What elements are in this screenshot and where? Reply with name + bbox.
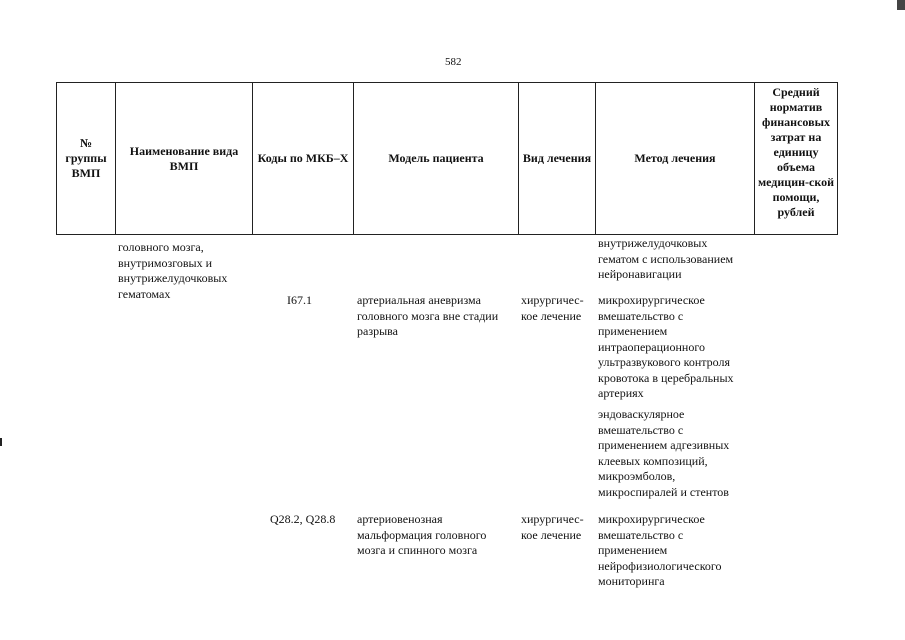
method-continued: внутрижелудочковых гематом с использованием нейронавигации: [598, 236, 734, 281]
header-group-number: № группы ВМП: [57, 83, 116, 235]
method-endovascular: эндоваскулярное вмешательство с применением адгезивных клеевых композиций, микроэмболов, микроспиралей и стентов: [598, 407, 730, 499]
header-average-cost: Средний норматив финансовых затрат на единицу объема медицин-ской помощи, рублей: [755, 83, 838, 235]
method-microsurgical-neuromonitoring: микрохирургическое вмешательство с применением нейрофизиологического мониторинга: [598, 512, 722, 588]
icd-code-i67-1: I67.1: [287, 293, 312, 307]
method-microsurgical-ultrasound: микрохирургическое вмешательство с применением интраоперационного ультразвукового контроля кровотока в церебральных артериях: [598, 293, 734, 400]
patient-model-aneurysm: артериальная аневризма головного мозга вне стадии разрыва: [357, 293, 499, 338]
header-treatment-type: Вид лечения: [519, 83, 596, 235]
page-number: 582: [445, 56, 462, 68]
header-vmp-name: Наименование вида ВМП: [116, 83, 253, 235]
table-header: [56, 82, 838, 235]
icd-code-q28: Q28.2, Q28.8: [270, 512, 336, 526]
patient-model-avm: артериовенозная мальформация головного мозга и спинного мозга: [357, 512, 487, 557]
header-treatment-method: Метод лечения: [596, 83, 755, 235]
vmp-name-continued: головного мозга, внутримозговых и внутрижелудочковых гематомах: [118, 240, 228, 301]
scan-corner-mark: [897, 0, 905, 10]
treatment-type-surgical-1: хирургичес-кое лечение: [521, 293, 584, 323]
header-patient-model: Модель пациента: [354, 83, 519, 235]
scan-edge-mark: [0, 438, 2, 446]
treatment-type-surgical-2: хирургичес-кое лечение: [521, 512, 584, 542]
header-icd-codes: Коды по МКБ–Х: [253, 83, 354, 235]
